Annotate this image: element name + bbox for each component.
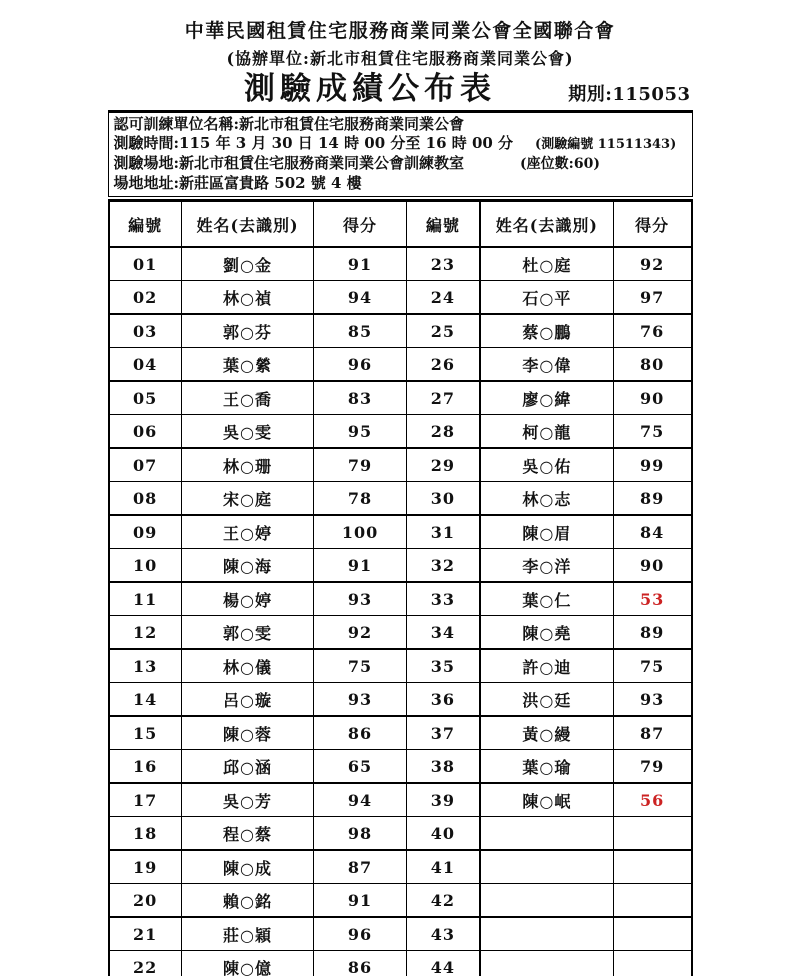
cell-name: 王○婷 <box>181 515 313 549</box>
cell-number: 44 <box>406 951 479 976</box>
cell-number: 36 <box>406 683 479 717</box>
table-row <box>109 348 692 382</box>
cell-number: 25 <box>406 314 479 348</box>
cell-number: 39 <box>406 783 479 817</box>
cell-number: 40 <box>406 817 479 851</box>
cell-number: 17 <box>109 783 182 817</box>
cell-score: 56 <box>613 783 691 817</box>
cell-name: 李○偉 <box>480 348 614 382</box>
cell-score: 93 <box>314 582 407 616</box>
cell-score: 76 <box>613 314 691 348</box>
cell-name: 柯○龍 <box>480 415 614 449</box>
score-table-body <box>109 247 692 976</box>
table-row <box>109 482 692 516</box>
cell-number: 19 <box>109 850 182 884</box>
col-header-number-right: 編號 <box>406 201 479 248</box>
cell-name: 葉○仁 <box>480 582 614 616</box>
cell-number: 29 <box>406 448 479 482</box>
cell-number: 01 <box>109 247 182 281</box>
cell-number: 41 <box>406 850 479 884</box>
cell-name: 陳○岷 <box>480 783 614 817</box>
cell-name: 郭○芬 <box>181 314 313 348</box>
cell-score: 87 <box>314 850 407 884</box>
cell-name <box>480 917 614 951</box>
cell-number: 15 <box>109 716 182 750</box>
table-row <box>109 314 692 348</box>
cell-score: 97 <box>613 281 691 315</box>
cell-name: 王○喬 <box>181 381 313 415</box>
cell-name: 陳○海 <box>181 549 313 583</box>
cell-score: 86 <box>314 951 407 976</box>
cell-score: 100 <box>314 515 407 549</box>
cell-score: 92 <box>613 247 691 281</box>
cell-name: 陳○堯 <box>480 616 614 650</box>
table-row <box>109 549 692 583</box>
table-row <box>109 448 692 482</box>
exam-number-note: (測驗編號 11511343) <box>535 137 677 152</box>
table-row <box>109 817 692 851</box>
cell-number: 14 <box>109 683 182 717</box>
cell-score: 78 <box>314 482 407 516</box>
cell-score: 96 <box>314 348 407 382</box>
table-row <box>109 381 692 415</box>
cell-score: 94 <box>314 281 407 315</box>
cell-name: 邱○涵 <box>181 750 313 784</box>
cell-number: 37 <box>406 716 479 750</box>
cell-score: 80 <box>613 348 691 382</box>
cell-name: 李○洋 <box>480 549 614 583</box>
cell-number: 03 <box>109 314 182 348</box>
cell-score: 94 <box>314 783 407 817</box>
cell-score: 92 <box>314 616 407 650</box>
table-row <box>109 716 692 750</box>
info-line-training-unit <box>114 115 687 134</box>
cell-number: 30 <box>406 482 479 516</box>
table-row <box>109 850 692 884</box>
cell-name: 葉○瑜 <box>480 750 614 784</box>
cell-number: 31 <box>406 515 479 549</box>
cell-name: 林○儀 <box>181 649 313 683</box>
cell-number: 18 <box>109 817 182 851</box>
cell-name: 林○志 <box>480 482 614 516</box>
seat-count-note: (座位數:60) <box>520 156 600 172</box>
cell-score <box>613 917 691 951</box>
exam-time-text: 測驗時間:115 年 3 月 30 日 14 時 00 分至 16 時 00 分 <box>113 134 514 152</box>
cell-number: 26 <box>406 348 479 382</box>
cell-number: 02 <box>109 281 182 315</box>
header-row <box>109 201 692 248</box>
table-row <box>109 649 692 683</box>
cell-name: 程○蔡 <box>181 817 313 851</box>
cell-number: 12 <box>109 616 182 650</box>
cell-name: 葉○縈 <box>181 348 313 382</box>
cell-name: 林○珊 <box>181 448 313 482</box>
info-line-venue-address <box>114 174 687 193</box>
cell-name: 吳○雯 <box>181 415 313 449</box>
cell-number: 43 <box>406 917 479 951</box>
cell-number: 34 <box>406 616 479 650</box>
cell-score <box>613 850 691 884</box>
period-label: 期別:115053 <box>568 84 691 105</box>
cell-name: 蔡○鵬 <box>480 314 614 348</box>
cell-score <box>613 817 691 851</box>
cell-name: 郭○雯 <box>181 616 313 650</box>
col-header-score-right: 得分 <box>613 201 691 248</box>
score-table-header <box>109 201 692 248</box>
cell-number: 22 <box>109 951 182 976</box>
cell-name <box>480 884 614 918</box>
cell-name: 許○迪 <box>480 649 614 683</box>
cell-score: 84 <box>613 515 691 549</box>
cell-score: 79 <box>314 448 407 482</box>
score-table <box>108 199 693 976</box>
org-title: 中華民國租賃住宅服務商業同業公會全國聯合會 <box>184 20 616 42</box>
title-row <box>108 71 693 107</box>
cell-score: 96 <box>314 917 407 951</box>
cell-number: 04 <box>109 348 182 382</box>
cell-number: 24 <box>406 281 479 315</box>
cell-number: 13 <box>109 649 182 683</box>
cell-score: 65 <box>314 750 407 784</box>
cell-score: 53 <box>613 582 691 616</box>
cell-name: 杜○庭 <box>480 247 614 281</box>
cell-score: 83 <box>314 381 407 415</box>
cell-number: 33 <box>406 582 479 616</box>
table-row <box>109 783 692 817</box>
cell-score: 90 <box>613 549 691 583</box>
cell-number: 05 <box>109 381 182 415</box>
col-header-name-right: 姓名(去識別) <box>480 201 614 248</box>
cell-name: 吳○芳 <box>181 783 313 817</box>
cell-score: 89 <box>613 616 691 650</box>
cell-score: 85 <box>314 314 407 348</box>
col-header-number-left: 編號 <box>109 201 182 248</box>
table-row <box>109 683 692 717</box>
cell-name: 石○平 <box>480 281 614 315</box>
cell-name: 陳○成 <box>181 850 313 884</box>
cell-name: 劉○金 <box>181 247 313 281</box>
col-header-score-left: 得分 <box>314 201 407 248</box>
cell-number: 08 <box>109 482 182 516</box>
cell-name: 陳○眉 <box>480 515 614 549</box>
cell-name <box>480 817 614 851</box>
exam-info-box <box>108 110 693 197</box>
col-header-name-left: 姓名(去識別) <box>181 201 313 248</box>
cell-name: 吳○佑 <box>480 448 614 482</box>
cell-score: 93 <box>314 683 407 717</box>
cell-number: 23 <box>406 247 479 281</box>
cell-number: 27 <box>406 381 479 415</box>
table-row <box>109 616 692 650</box>
venue-address-text: 場地地址:新莊區富貴路 502 號 4 樓 <box>113 174 362 192</box>
cell-score: 90 <box>613 381 691 415</box>
cell-name <box>480 951 614 976</box>
cell-name: 陳○億 <box>181 951 313 976</box>
cell-number: 38 <box>406 750 479 784</box>
cell-name: 呂○璇 <box>181 683 313 717</box>
cell-number: 35 <box>406 649 479 683</box>
cell-name: 莊○穎 <box>181 917 313 951</box>
cell-score <box>613 951 691 976</box>
cell-score: 91 <box>314 884 407 918</box>
cell-score: 89 <box>613 482 691 516</box>
cell-score: 75 <box>613 415 691 449</box>
cell-score: 95 <box>314 415 407 449</box>
page-title: 測驗成績公布表 <box>244 71 496 107</box>
cell-number: 10 <box>109 549 182 583</box>
cell-score: 75 <box>613 649 691 683</box>
cell-name: 洪○廷 <box>480 683 614 717</box>
cell-score: 98 <box>314 817 407 851</box>
table-row <box>109 415 692 449</box>
cell-number: 07 <box>109 448 182 482</box>
cell-number: 06 <box>109 415 182 449</box>
cell-number: 32 <box>406 549 479 583</box>
cell-score: 87 <box>613 716 691 750</box>
cell-number: 09 <box>109 515 182 549</box>
cell-score <box>613 884 691 918</box>
cell-score: 86 <box>314 716 407 750</box>
table-row <box>109 582 692 616</box>
table-row <box>109 750 692 784</box>
cell-name: 林○禎 <box>181 281 313 315</box>
co-organizer-subtitle: (協辦單位:新北市租賃住宅服務商業同業公會) <box>226 49 574 68</box>
table-row <box>109 917 692 951</box>
cell-name <box>480 850 614 884</box>
cell-name: 楊○婷 <box>181 582 313 616</box>
training-unit-text: 認可訓練單位名稱:新北市租賃住宅服務商業同業公會 <box>113 115 465 133</box>
cell-score: 91 <box>314 549 407 583</box>
cell-name: 宋○庭 <box>181 482 313 516</box>
cell-name: 廖○緯 <box>480 381 614 415</box>
table-row <box>109 281 692 315</box>
cell-number: 20 <box>109 884 182 918</box>
cell-number: 21 <box>109 917 182 951</box>
info-line-exam-time <box>114 134 687 154</box>
table-row <box>109 247 692 281</box>
exam-venue-text: 測驗場地:新北市租賃住宅服務商業同業公會訓練教室 <box>113 154 465 172</box>
cell-name: 賴○銘 <box>181 884 313 918</box>
table-row <box>109 884 692 918</box>
cell-number: 42 <box>406 884 479 918</box>
cell-score: 91 <box>314 247 407 281</box>
cell-number: 11 <box>109 582 182 616</box>
cell-number: 16 <box>109 750 182 784</box>
table-row <box>109 951 692 976</box>
info-line-exam-venue <box>114 154 687 174</box>
table-row <box>109 515 692 549</box>
cell-score: 75 <box>314 649 407 683</box>
cell-number: 28 <box>406 415 479 449</box>
cell-name: 陳○蓉 <box>181 716 313 750</box>
cell-score: 99 <box>613 448 691 482</box>
cell-score: 79 <box>613 750 691 784</box>
cell-score: 93 <box>613 683 691 717</box>
cell-name: 黃○縵 <box>480 716 614 750</box>
